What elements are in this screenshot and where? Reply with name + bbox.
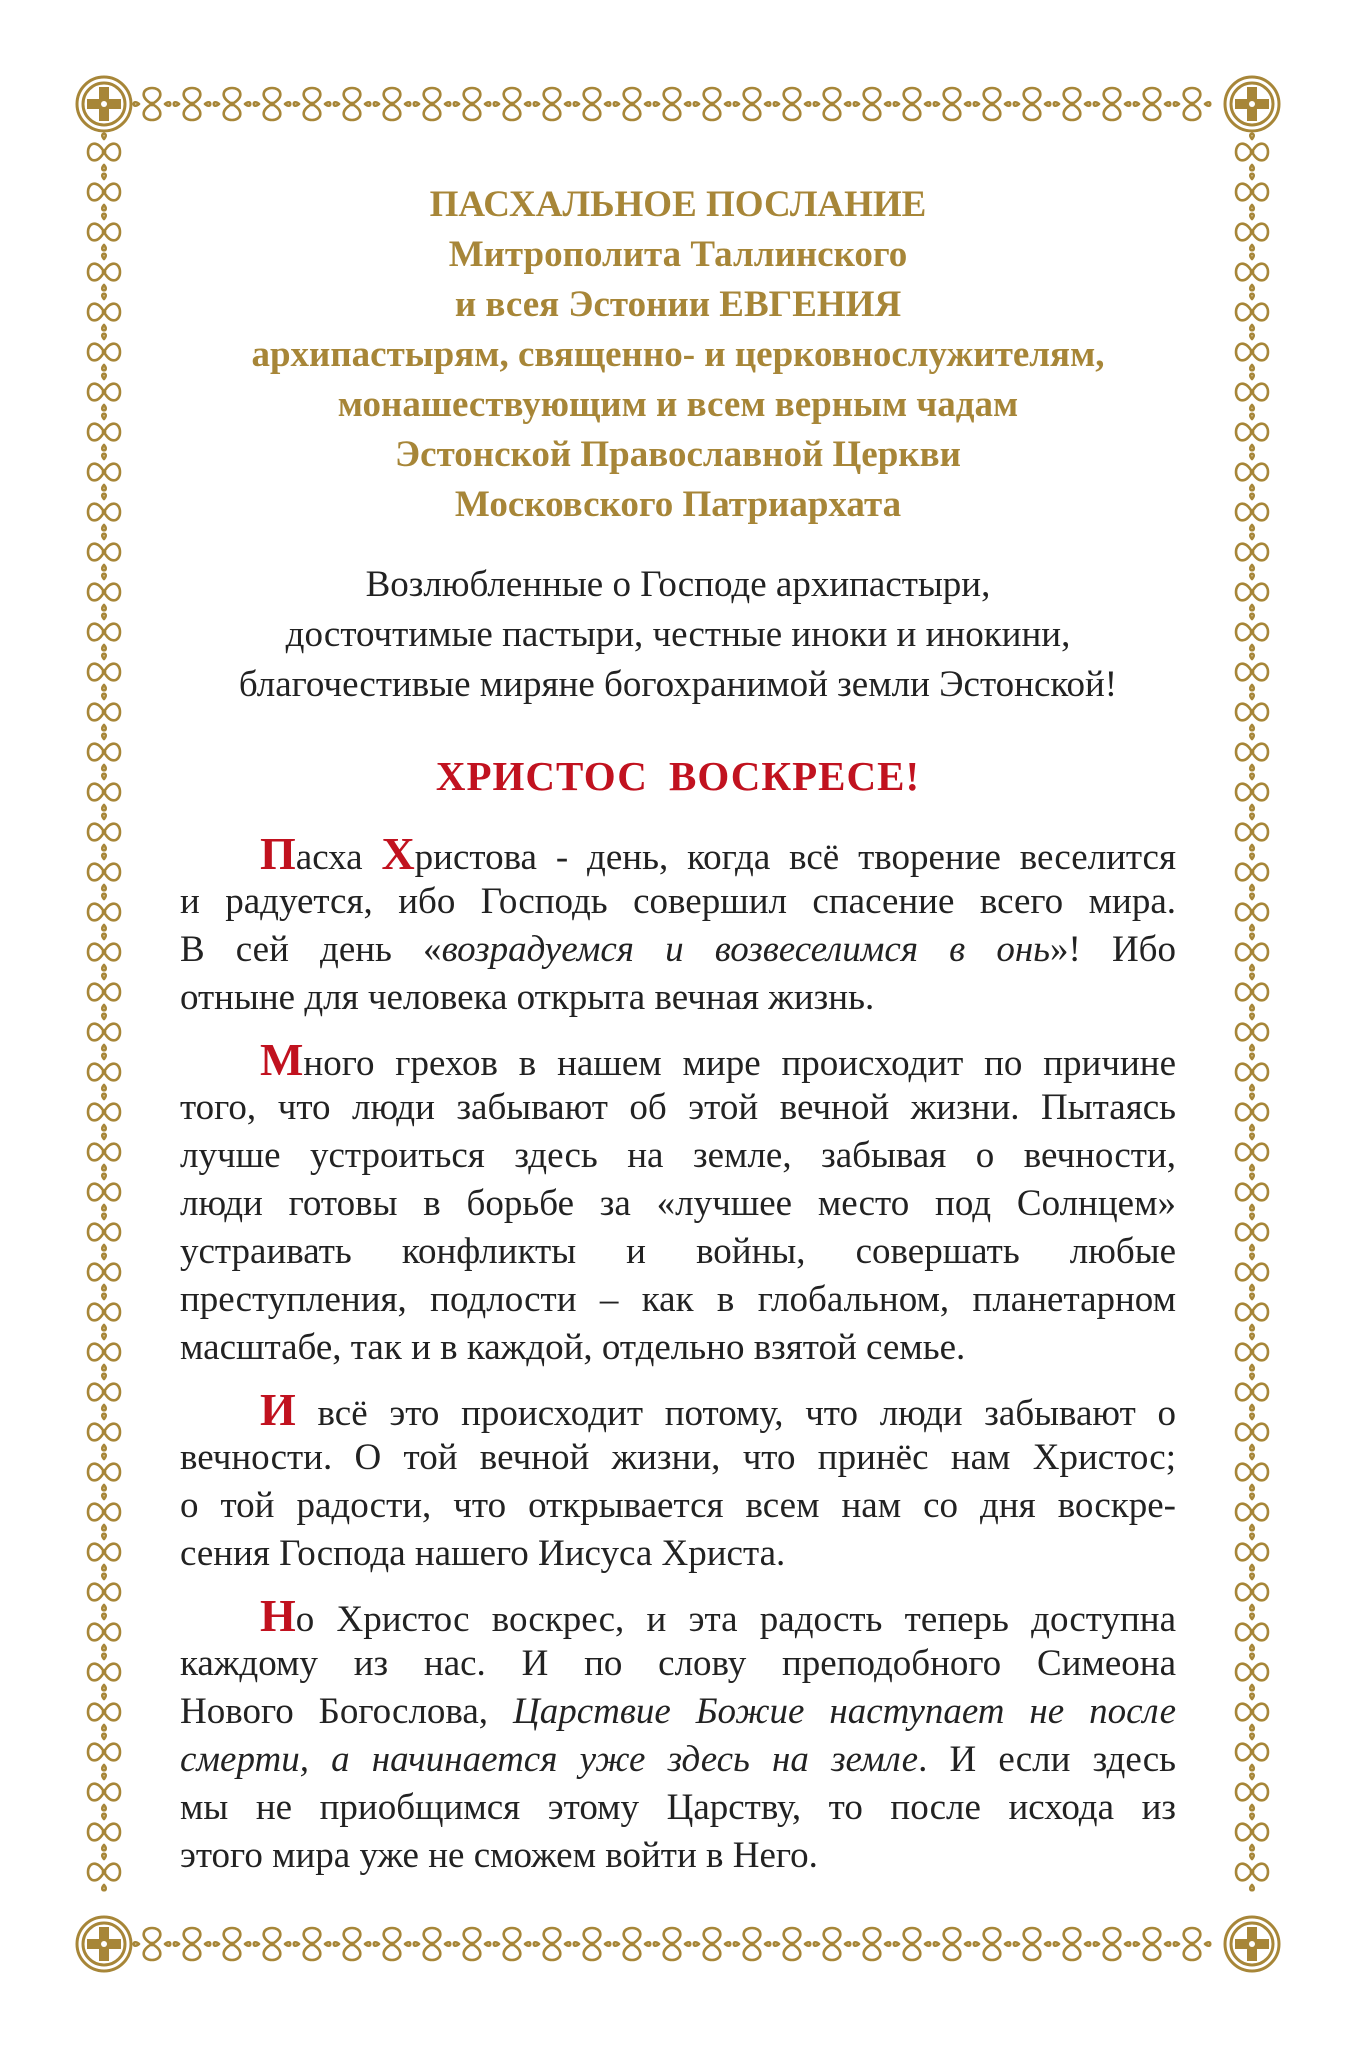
border-motif	[88, 1174, 120, 1211]
border-motif	[88, 1854, 120, 1891]
border-motif	[774, 88, 811, 120]
header-line: и всея Эстонии ЕВГЕНИЯ	[454, 284, 902, 325]
text-line	[180, 1688, 1176, 1736]
border-motif	[88, 414, 120, 451]
border-motif	[334, 1928, 371, 1960]
paragraph-4	[180, 1592, 1176, 1880]
border-motif	[1134, 88, 1171, 120]
border-motif	[88, 974, 120, 1011]
header-line: ПАСХАЛЬНОЕ ПОСЛАНИЕ	[429, 184, 927, 225]
border-motif	[1236, 494, 1268, 531]
border-motif	[88, 374, 120, 411]
text-span: асха	[295, 837, 382, 878]
border-motif	[88, 1654, 120, 1691]
text-line	[180, 926, 1176, 974]
drop-cap: М	[260, 1034, 304, 1085]
border-motif	[88, 1054, 120, 1091]
letter-header	[180, 180, 1176, 530]
greeting-line: Возлюбленные о Господе архипастыри,	[365, 564, 991, 605]
paragraph-2	[180, 1036, 1176, 1372]
paragraph-3	[180, 1386, 1176, 1578]
border-motif	[1014, 1928, 1051, 1960]
text-line: масштабе, так и в каждой, отдельно взятой семье.	[180, 1327, 966, 1368]
border-motif	[1236, 1134, 1268, 1171]
drop-cap: И	[260, 1384, 296, 1435]
border-motif	[1236, 1454, 1268, 1491]
header-line: Эстонской Православной Церкви	[395, 434, 961, 475]
border-motif	[1236, 534, 1268, 571]
text-line: и радуется, ибо Господь совершил спасение всего мира.	[180, 881, 1176, 922]
text-span: . И если здесь	[918, 1739, 1176, 1780]
text-line: отныне для человека открыта вечная жизнь.	[180, 977, 875, 1018]
text-line: преступления, подлости – как в глобальном, планетарном	[180, 1279, 1176, 1320]
text-line: каждому из нас. И по слову преподобного Симеона	[180, 1643, 1176, 1684]
border-motif	[88, 1414, 120, 1451]
border-motif	[88, 1494, 120, 1531]
border-motif	[1236, 1094, 1268, 1131]
cross-medallion-icon	[1225, 1917, 1279, 1971]
border-motif	[88, 1694, 120, 1731]
text-line: того, что люди забывают об этой вечной жизни. Пытаясь	[180, 1087, 1176, 1128]
border-motif	[1236, 1534, 1268, 1571]
border-motif	[1134, 1928, 1171, 1960]
border-motif	[974, 88, 1011, 120]
header-line: Московского Патриархата	[454, 484, 902, 525]
border-motif	[1236, 334, 1268, 371]
border-motif	[1236, 894, 1268, 931]
border-motif	[734, 88, 771, 120]
border-motif	[1236, 214, 1268, 251]
text-line	[180, 830, 1176, 878]
border-motif	[134, 1928, 171, 1960]
border-motif	[1236, 1254, 1268, 1291]
text-line	[180, 1592, 1176, 1640]
border-motif	[88, 1814, 120, 1851]
border-motif	[88, 214, 120, 251]
border-motif	[814, 88, 851, 120]
border-motif	[614, 88, 651, 120]
greeting	[180, 560, 1176, 710]
border-motif	[88, 654, 120, 691]
border-motif	[294, 88, 331, 120]
text-span: ристова - день, когда всё творение веселится	[414, 837, 1176, 878]
border-motif	[88, 694, 120, 731]
border-motif	[174, 88, 211, 120]
text-line: люди готовы в борьбе за «лучшее место под Солнцем»	[180, 1183, 1176, 1224]
border-motif	[88, 1774, 120, 1811]
border-motif	[254, 88, 291, 120]
border-motif	[134, 88, 171, 120]
italic-quote: смерти, а начинается уже здесь на земле	[180, 1739, 919, 1780]
border-motif	[374, 1928, 411, 1960]
border-motif	[88, 254, 120, 291]
border-motif	[1236, 1774, 1268, 1811]
border-motif	[88, 894, 120, 931]
text-line: устраивать конфликты и войны, совершать любые	[180, 1231, 1176, 1272]
border-motif	[88, 1294, 120, 1331]
easter-greeting-title: ХРИСТОС ВОСКРЕСЕ!	[435, 753, 921, 799]
cross-medallion-icon	[77, 1917, 131, 1971]
border-motif	[374, 88, 411, 120]
border-motif	[1174, 1928, 1211, 1960]
text-line	[180, 1736, 1176, 1784]
border-motif	[88, 174, 120, 211]
border-motif	[1236, 1014, 1268, 1051]
header-line: монашествующим и всем верным чадам	[337, 384, 1019, 425]
border-motif	[614, 1928, 651, 1960]
border-motif	[1236, 694, 1268, 731]
text-line	[180, 1386, 1176, 1434]
border-motif	[574, 88, 611, 120]
text-line: вечности. О той вечной жизни, что принёс нам Христос;	[180, 1437, 1176, 1478]
header-line: архипастырям, священно- и церковнослужителям,	[251, 334, 1105, 375]
border-motif	[1094, 1928, 1131, 1960]
border-motif	[1236, 1734, 1268, 1771]
border-motif	[88, 1254, 120, 1291]
border-motif	[1236, 1294, 1268, 1331]
border-motif	[88, 1734, 120, 1771]
border-motif	[88, 1134, 120, 1171]
border-motif	[88, 1614, 120, 1651]
border-motif	[494, 88, 531, 120]
border-motif	[214, 1928, 251, 1960]
greeting-line: досточтимые пастыри, честные иноки и инокини,	[285, 614, 1071, 655]
text-line: мы не приобщимся этому Царству, то после исхода из	[180, 1787, 1176, 1828]
border-motif	[934, 88, 971, 120]
border-motif	[534, 88, 571, 120]
border-motif	[88, 534, 120, 571]
border-motif	[734, 1928, 771, 1960]
text-line: о той радости, что открывается всем нам со дня воскре-	[180, 1485, 1176, 1526]
border-motif	[174, 1928, 211, 1960]
border-motif	[1174, 88, 1211, 120]
border-motif	[88, 1334, 120, 1371]
border-motif	[1236, 1614, 1268, 1651]
border-motif	[574, 1928, 611, 1960]
border-motif	[88, 1574, 120, 1611]
border-motif	[414, 1928, 451, 1960]
border-motif	[1236, 414, 1268, 451]
border-motif	[1014, 88, 1051, 120]
border-motif	[1236, 1374, 1268, 1411]
border-motif	[894, 88, 931, 120]
border-motif	[88, 454, 120, 491]
border-motif	[88, 854, 120, 891]
border-motif	[694, 88, 731, 120]
border-motif	[1054, 88, 1091, 120]
text-span: В сей день «	[180, 929, 442, 970]
border-motif	[1236, 934, 1268, 971]
border-motif	[334, 88, 371, 120]
italic-quote: Царствие Божие наступает не после	[512, 1691, 1177, 1732]
border-motif	[654, 1928, 691, 1960]
border-motif	[814, 1928, 851, 1960]
border-motif	[88, 734, 120, 771]
border-motif	[1094, 88, 1131, 120]
border-motif	[214, 88, 251, 120]
border-motif	[88, 1214, 120, 1251]
border-motif	[654, 88, 691, 120]
border-motif	[1236, 174, 1268, 211]
cross-medallion-icon	[77, 77, 131, 131]
text-span: ного грехов в нашем мире происходит по причине	[303, 1043, 1176, 1084]
letter-body	[180, 830, 1176, 1880]
border-motif	[1236, 134, 1268, 171]
border-motif	[1236, 1654, 1268, 1691]
text-span: »! Ибо	[1050, 929, 1176, 970]
border-motif	[1236, 574, 1268, 611]
border-motif	[454, 1928, 491, 1960]
border-motif	[1236, 1814, 1268, 1851]
border-motif	[534, 1928, 571, 1960]
border-motif	[88, 294, 120, 331]
border-motif	[1236, 1574, 1268, 1611]
cross-medallion-icon	[1225, 77, 1279, 131]
border-motif	[1054, 1928, 1091, 1960]
border-motif	[88, 134, 120, 171]
border-motif	[1236, 654, 1268, 691]
border-motif	[88, 774, 120, 811]
border-motif	[88, 1534, 120, 1571]
border-motif	[974, 1928, 1011, 1960]
paragraph-1	[180, 830, 1176, 1022]
border-motif	[1236, 814, 1268, 851]
border-motif	[494, 1928, 531, 1960]
border-motif	[1236, 614, 1268, 651]
border-motif	[1236, 1854, 1268, 1891]
border-motif	[1236, 734, 1268, 771]
letter-content	[180, 180, 1176, 1894]
border-motif	[854, 88, 891, 120]
drop-cap: Н	[260, 1590, 296, 1641]
text-line: лучше устроиться здесь на земле, забывая о вечности,	[180, 1135, 1176, 1176]
border-motif	[1236, 254, 1268, 291]
border-motif	[694, 1928, 731, 1960]
text-span: о Христос воскрес, и эта радость теперь доступна	[295, 1599, 1176, 1640]
border-motif	[774, 1928, 811, 1960]
border-motif	[1236, 1174, 1268, 1211]
border-motif	[1236, 1054, 1268, 1091]
header-line: Митрополита Таллинского	[448, 234, 908, 275]
border-motif	[1236, 1334, 1268, 1371]
border-motif	[88, 614, 120, 651]
border-motif	[88, 494, 120, 531]
border-motif	[1236, 1694, 1268, 1731]
border-motif	[414, 88, 451, 120]
drop-cap: П	[260, 828, 296, 879]
text-line: этого мира уже не сможем войти в Него.	[180, 1835, 818, 1876]
italic-quote: возрадуемся и возвеселимся в онь	[441, 929, 1051, 970]
border-motif	[294, 1928, 331, 1960]
border-motif	[88, 574, 120, 611]
text-span: Нового Богослова,	[180, 1691, 513, 1732]
border-motif	[854, 1928, 891, 1960]
border-motif	[1236, 774, 1268, 811]
border-motif	[1236, 974, 1268, 1011]
border-motif	[894, 1928, 931, 1960]
border-motif	[1236, 294, 1268, 331]
border-motif	[88, 814, 120, 851]
border-motif	[1236, 1494, 1268, 1531]
greeting-line: благочестивые миряне богохранимой земли Эстонской!	[238, 664, 1118, 705]
text-line	[180, 1036, 1176, 1084]
border-motif	[88, 1094, 120, 1131]
border-motif	[88, 1014, 120, 1051]
text-line: сения Господа нашего Иисуса Христа.	[180, 1533, 786, 1574]
border-motif	[934, 1928, 971, 1960]
border-motif	[254, 1928, 291, 1960]
border-motif	[454, 88, 491, 120]
border-motif	[88, 1454, 120, 1491]
border-motif	[1236, 454, 1268, 491]
border-motif	[1236, 1214, 1268, 1251]
border-motif	[88, 1374, 120, 1411]
border-motif	[1236, 1414, 1268, 1451]
border-motif	[1236, 374, 1268, 411]
border-motif	[88, 334, 120, 371]
drop-cap: Х	[381, 828, 415, 879]
text-span: всё это происходит потому, что люди забывают о	[295, 1393, 1176, 1434]
border-motif	[88, 934, 120, 971]
border-motif	[1236, 854, 1268, 891]
